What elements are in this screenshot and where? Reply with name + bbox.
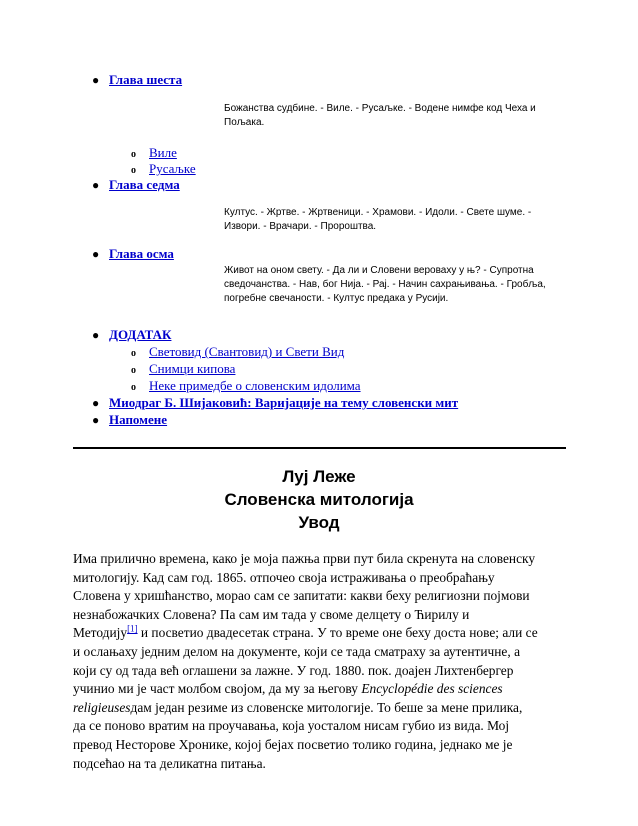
paragraph-line: и ослањаху једним делом на документе, који се тада сматраху за аутентичне, а (73, 643, 521, 659)
text-fragment: дам један резиме из словенске митологије. То беше за мене прилика, (130, 699, 523, 715)
toc-item-essay (92, 395, 458, 411)
toc-link-appendix[interactable]: ДОДАТАК (109, 327, 172, 342)
circle-bullet-icon: o (131, 165, 136, 176)
author-heading: Луј Леже (282, 467, 356, 486)
paragraph-line: Словена у хришћанство, морао сам се запитати: какви беху религиозни појмови (73, 588, 530, 604)
bullet-icon: ● (92, 73, 100, 87)
toc-item-appendix (92, 327, 171, 343)
chapter-8-summary: Живот на оном свету. - Да ли и Словени вероваху у њ? - Супротна сведочанства. - Нав, бог Нија. - Рај. - Начин сахрањивања. - Гробља, погребне свечаности. - Култус предака у Русији. (224, 265, 546, 304)
bullet-icon: ● (92, 247, 100, 261)
italic-title: Encyclopédie des sciences (361, 681, 503, 697)
italic-title: religieuses (73, 699, 131, 715)
horizontal-divider (73, 447, 566, 449)
toc-link-notes[interactable]: Напомене (109, 412, 168, 427)
toc-link-svetovid[interactable]: Световид (Свантовид) и Свети Вид (149, 344, 345, 359)
paragraph-line: незнабожачких Словена? Па сам им тада у своме делцету о Ћирилу и (73, 606, 470, 622)
text-fragment: и посветио двадесетак страна. У то време оне беху доста нове; али се (137, 625, 538, 641)
chapter-7-summary: Култус. - Жртве. - Жртвеници. - Храмови. - Идоли. - Свете шуме. - Извори. - Врачари. - Пророштва. (224, 207, 532, 232)
text-fragment: Методију (73, 625, 128, 641)
toc-link-vile[interactable]: Виле (149, 145, 177, 160)
paragraph-line (73, 680, 568, 699)
paragraph-line (73, 699, 568, 718)
circle-bullet-icon: o (131, 348, 136, 359)
circle-bullet-icon: o (131, 149, 136, 160)
circle-bullet-icon: o (131, 365, 136, 376)
book-title-heading: Словенска митологија (224, 490, 414, 509)
toc-link-essay[interactable]: Миодраг Б. Шијаковић: Варијације на тему словенски мит (109, 395, 459, 410)
paragraph-line: који су од тада већ оглашени за лажне. У год. 1880. пок. доајен Лихтенбергер (73, 662, 514, 678)
toc-link-chapter-6[interactable]: Глава шеста (109, 72, 183, 87)
chapter-6-summary: Божанства судбине. - Виле. - Русаљке. - Водене нимфе код Чеха и Пољака. (224, 103, 536, 128)
section-heading: Увод (298, 513, 340, 532)
toc-item-chapter-8 (92, 246, 174, 262)
text-fragment: учинио ми је част молбом својом, да му за његову (73, 681, 362, 697)
paragraph-line: да се поново вратим на проучавања, која уосталом нисам губио из вида. Мој (73, 718, 510, 734)
toc-subitem-rusalke (131, 161, 196, 178)
bullet-icon: ● (92, 178, 100, 192)
paragraph-line: митологију. Кад сам год. 1865. отпочео своја истраживања о преобраћању (73, 569, 495, 585)
toc-link-chapter-8[interactable]: Глава осма (109, 246, 174, 261)
paragraph-line: превод Несторове Хронике, којој бејах посветио толико година, једнако ме је (73, 736, 513, 752)
toc-item-notes (92, 412, 167, 428)
bullet-icon: ● (92, 328, 100, 342)
toc-item-chapter-6 (92, 72, 182, 88)
toc-link-rusalke[interactable]: Русаљке (149, 161, 196, 176)
toc-subitem-primedbe (131, 378, 361, 395)
toc-subitem-snimci (131, 361, 235, 378)
toc-link-chapter-7[interactable]: Глава седма (109, 177, 180, 192)
toc-link-snimci[interactable]: Снимци кипова (149, 361, 236, 376)
intro-paragraph (73, 550, 568, 773)
toc-subitem-svetovid (131, 344, 344, 361)
footnote-link-1[interactable]: [1] (127, 623, 138, 634)
bullet-icon: ● (92, 396, 100, 410)
toc-link-primedbe[interactable]: Неке примедбе о словенским идолима (149, 378, 361, 393)
paragraph-line: Има прилично времена, како је моја пажња први пут била скренута на словенску (73, 551, 536, 566)
toc-subitem-vile (131, 145, 177, 162)
toc-item-chapter-7 (92, 177, 180, 193)
paragraph-line (73, 624, 568, 643)
circle-bullet-icon: o (131, 382, 136, 393)
paragraph-line: подсећао на та деликатна питања. (73, 755, 266, 771)
bullet-icon: ● (92, 413, 100, 427)
